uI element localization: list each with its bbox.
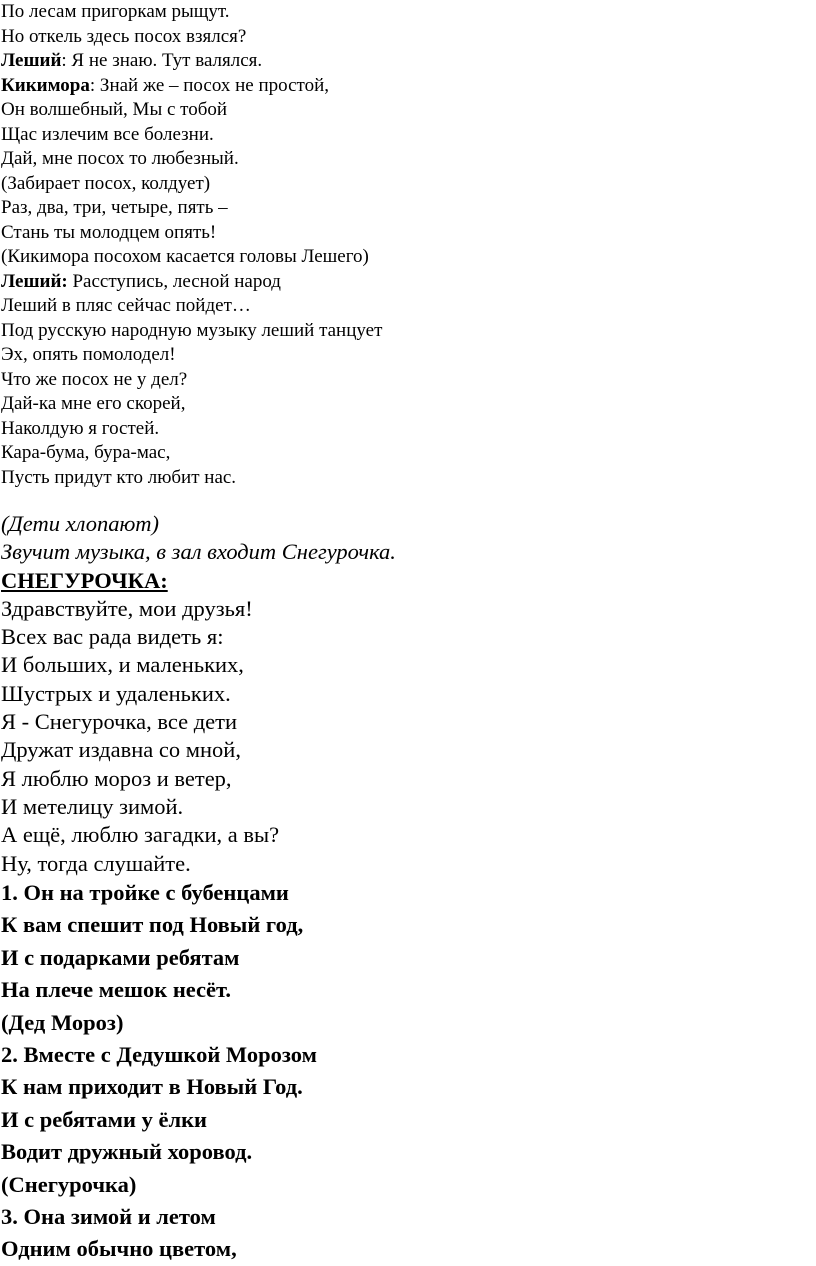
text-line: Здравствуйте, мои друзья!: [1, 595, 253, 621]
text-line: Всех вас рада видеть я:: [1, 624, 224, 650]
riddle-line: К вам спешит под Новый год,: [1, 912, 304, 938]
riddle-line: Одним обычно цветом,: [1, 1236, 237, 1262]
riddle-line: На плече мешок несёт.: [1, 977, 232, 1003]
speaker-name: Леший:: [1, 270, 68, 292]
text-line: Наколдую я гостей.: [1, 417, 160, 439]
text-line: И метелицу зимой.: [1, 793, 184, 819]
text-line: Раз, два, три, четыре, пять –: [1, 197, 228, 218]
text-line: А ещё, люблю загадки, а вы?: [1, 822, 280, 848]
snegurochka-section: [1, 510, 396, 878]
text-line: Эх, опять помолодел!: [1, 344, 176, 365]
stage-direction: (Дети хлопают): [1, 511, 160, 536]
text-line: Щас излечим все болезни.: [1, 123, 214, 145]
dialogue-line: Леший: Расступись, лесной народ: [1, 270, 281, 292]
text-line: И больших, и маленьких,: [1, 652, 244, 678]
text-line: Я - Снегурочка, все дети: [1, 709, 237, 735]
riddle-line: И с ребятами у ёлки: [1, 1106, 208, 1132]
text-line: Дай, мне посох то любезный.: [1, 148, 239, 169]
text-line: Леший в пляс сейчас пойдет…: [1, 295, 251, 316]
text-line: Кара-бума, бура-мас,: [1, 442, 171, 463]
text-line: Я люблю мороз и ветер,: [1, 765, 232, 791]
riddle-line: 1. Он на тройке с бубенцами: [1, 880, 289, 905]
riddle-answer: (Дед Мороз): [1, 1009, 124, 1035]
dialogue-line: Кикимора: Знай же – посох не простой,: [1, 74, 330, 96]
riddle-line: 2. Вместе с Дедушкой Морозом: [1, 1042, 317, 1068]
text-line: Дружат издавна со мной,: [1, 737, 241, 763]
stage-direction: (Забирает посох, колдует): [1, 172, 211, 194]
dialogue-line: Леший: Я не знаю. Тут валялся.: [1, 50, 263, 71]
text-line: Шустрых и удаленьких.: [1, 680, 231, 706]
text-line: Ну, тогда слушайте.: [1, 850, 191, 876]
dialogue-section: [1, 0, 382, 490]
riddle-line: 3. Она зимой и летом: [1, 1204, 216, 1230]
text-line: Дай-ка мне его скорей,: [1, 393, 186, 414]
riddles-section: [1, 877, 317, 1266]
text-line: Что же посох не у дел?: [1, 368, 188, 390]
riddle-answer: (Снегурочка): [1, 1171, 137, 1197]
text-line: Он волшебный, Мы с тобой: [1, 99, 228, 120]
section-heading: СНЕГУРОЧКА:: [1, 567, 168, 593]
speaker-name: Леший: [1, 50, 62, 71]
riddle-line: Водит дружный хоровод.: [1, 1139, 253, 1165]
text-line: По лесам пригоркам рыщут.: [1, 1, 230, 22]
stage-direction: Под русскую народную музыку леший танцует: [1, 319, 383, 341]
riddle-line: И с подарками ребятам: [1, 944, 240, 970]
stage-direction: Звучит музыка, в зал входит Снегурочка.: [1, 539, 396, 565]
riddle-line: К нам приходит в Новый Год.: [1, 1074, 303, 1100]
text-line: Стань ты молодцем опять!: [1, 221, 217, 243]
text-line: Пусть придут кто любит нас.: [1, 466, 237, 488]
speaker-name: Кикимора: [1, 74, 90, 96]
text-line: Но откель здесь посох взялся?: [1, 25, 247, 47]
stage-direction: (Кикимора посохом касается головы Лешего): [1, 246, 369, 267]
